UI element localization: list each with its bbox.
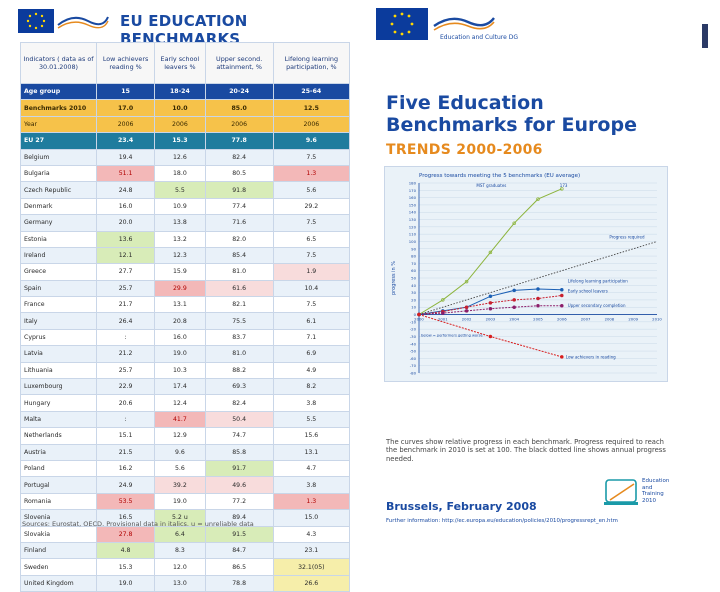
row-label: Luxembourg [21,379,97,395]
row-label: Cyprus [21,329,97,345]
row-label: Portugal [21,477,97,493]
data-point [489,335,492,338]
x-tick-label: 2008 [604,316,615,322]
slide-edge-bar [702,24,708,48]
y-tick-label: 60 [411,268,416,274]
table-cell: 17.0 [97,100,155,116]
table-row [21,575,350,591]
data-point [489,295,492,298]
table-cell: 10.0 [155,100,205,116]
table-row [21,297,350,313]
y-tick-label: 170 [408,187,416,193]
table-cell: 18.0 [155,165,205,181]
data-point [489,301,492,304]
table-cell: 21.5 [97,444,155,460]
row-label: Netherlands [21,428,97,444]
table-cell: 22.9 [97,379,155,395]
table-cell: 15.6 [273,428,349,444]
table-cell: 6.4 [155,526,205,542]
y-tick-label: 90 [411,246,416,252]
table-row [21,116,350,132]
row-label: Italy [21,313,97,329]
table-cell: 5.6 [155,460,205,476]
table-cell: 6.9 [273,346,349,362]
table-cell: 18-24 [155,84,205,100]
table-cell: 13.8 [155,215,205,231]
table-cell: : [97,411,155,427]
table-cell: 12.1 [97,247,155,263]
x-tick-label: 2009 [628,316,639,322]
table-row [21,165,350,181]
y-tick-label: 0 [413,312,416,318]
table-cell: 77.4 [205,198,273,214]
table-cell: 15.9 [155,264,205,280]
annotation-value: 173 [559,182,568,188]
table-cell: 5.5 [273,411,349,427]
table-cell: 4.7 [273,460,349,476]
left-header [12,6,348,48]
education-training-label: Education and Training 2010 [642,478,670,504]
table-row [21,231,350,247]
table-cell: 20-24 [205,84,273,100]
table-cell: 51.1 [97,165,155,181]
table-row [21,428,350,444]
table-row [21,133,350,149]
y-axis-label: progress in % [391,260,397,296]
table-cell: 15.1 [97,428,155,444]
table-row [21,198,350,214]
data-point [418,313,421,316]
right-logos [376,8,672,42]
table-cell: 9.6 [155,444,205,460]
table-cell: 7.5 [273,215,349,231]
table-row [21,149,350,165]
x-tick-label: 2003 [485,316,496,322]
eu-flag-logo [18,9,110,40]
table-cell: 29.2 [273,198,349,214]
y-tick-label: 50 [411,275,416,281]
table-cell: 26.4 [97,313,155,329]
table-cell: 53.5 [97,493,155,509]
table-cell: 23.1 [273,542,349,558]
row-label: Latvia [21,346,97,362]
table-cell: 1.9 [273,264,349,280]
table-cell: 41.7 [155,411,205,427]
y-tick-label: -70 [409,363,416,369]
data-point [537,288,540,291]
table-cell: 85.8 [205,444,273,460]
table-cell: 13.6 [97,231,155,247]
table-cell: 13.1 [155,297,205,313]
row-label: Denmark [21,198,97,214]
table-cell: 16.2 [97,460,155,476]
table-cell: 29.9 [155,280,205,296]
table-cell: 50.4 [205,411,273,427]
column-header: Upper second. attainment, % [205,43,273,84]
benchmarks-table-slide [12,6,348,587]
y-tick-label: 160 [408,195,416,201]
table-row [21,100,350,116]
table-cell: 2006 [205,116,273,132]
row-label: Lithuania [21,362,97,378]
table-cell: 2006 [97,116,155,132]
row-label: Poland [21,460,97,476]
table-cell: 82.1 [205,297,273,313]
table-row [21,460,350,476]
table-cell: 24.8 [97,182,155,198]
data-point [560,356,563,359]
row-label: Benchmarks 2010 [21,100,97,116]
table-cell: 71.6 [205,215,273,231]
series-label: Low achievers in reading [565,354,616,360]
table-row [21,411,350,427]
table-row [21,346,350,362]
table-row [21,444,350,460]
x-tick-label: 2002 [461,316,472,322]
column-header: Indicators ( data as of 30.01.2008) [21,43,97,84]
table-cell: 15 [97,84,155,100]
row-label: United Kingdom [21,575,97,591]
y-tick-label: 70 [411,260,416,266]
table-cell: 25-64 [273,84,349,100]
y-tick-label: -60 [409,355,416,361]
row-label: EU 27 [21,133,97,149]
table-cell: 74.7 [205,428,273,444]
y-tick-label: 40 [411,282,416,288]
table-row [21,182,350,198]
table-cell: 19.0 [155,346,205,362]
table-row [21,215,350,231]
trends-brochure-slide [372,6,672,530]
y-tick-label: 140 [408,209,416,215]
table-cell: 9.6 [273,133,349,149]
data-point [489,307,492,310]
benchmarks-table [20,42,350,592]
table-cell: 3.8 [273,477,349,493]
table-row [21,477,350,493]
table-cell: 91.8 [205,182,273,198]
row-label: Slovenia [21,510,97,526]
table-row [21,84,350,100]
y-tick-label: -10 [409,319,416,325]
table-row [21,559,350,575]
data-point [513,299,516,302]
row-label: Age group [21,84,97,100]
table-row [21,493,350,509]
table-cell: 19.4 [97,149,155,165]
data-point [560,304,563,307]
brochure-title [386,92,637,136]
table-cell: 16.5 [97,510,155,526]
x-tick-label: 2010 [652,316,662,322]
table-cell: 80.5 [205,165,273,181]
table-cell: 2006 [155,116,205,132]
table-cell: 7.5 [273,297,349,313]
y-tick-label: 30 [411,290,416,296]
row-label: Romania [21,493,97,509]
table-cell: : [97,329,155,345]
brussels-date: Brussels, February 2008 [386,500,537,513]
table-cell: 1.3 [273,493,349,509]
table-cell: 7.5 [273,247,349,263]
table-row [21,362,350,378]
series-label: Early school leavers [567,288,608,294]
x-tick-label: 2000 [414,316,424,322]
y-tick-label: -80 [409,370,416,376]
table-cell: 20.0 [97,215,155,231]
row-label: France [21,297,97,313]
title-line-2: Benchmarks for Europe [386,114,637,136]
further-info: Further information: http://ec.europa.eu/education/policies/2010/progressrept_en.htm [386,518,618,524]
table-cell: 3.8 [273,395,349,411]
y-tick-label: -50 [409,348,416,354]
data-point [441,312,444,315]
table-cell: 10.3 [155,362,205,378]
row-label: Sweden [21,559,97,575]
table-cell: 5.5 [155,182,205,198]
table-cell: 8.3 [155,542,205,558]
source-note: Sources: Eurostat, OECD. Provisional data in italics. u = unreliable data [22,520,254,528]
table-cell: 91.5 [205,526,273,542]
table-cell: 82.4 [205,149,273,165]
table-cell: 86.5 [205,559,273,575]
table-cell: 82.0 [205,231,273,247]
table-cell: 12.0 [155,559,205,575]
table-cell: 16.0 [155,329,205,345]
data-point [513,289,516,292]
table-cell: 4.3 [273,526,349,542]
table-cell: 6.1 [273,313,349,329]
row-label: Malta [21,411,97,427]
table-row [21,329,350,345]
table-cell: 77.8 [205,133,273,149]
table-row [21,542,350,558]
y-tick-label: 130 [408,217,416,223]
table-cell: 81.0 [205,346,273,362]
table-cell: 16.0 [97,198,155,214]
table-cell: 26.6 [273,575,349,591]
table-row [21,264,350,280]
table-cell: 15.0 [273,510,349,526]
left-title: EU EDUCATION BENCHMARKS [120,12,248,48]
y-tick-label: 120 [408,224,416,230]
table-cell: 61.6 [205,280,273,296]
y-tick-label: 180 [408,180,416,186]
y-tick-label: 150 [408,202,416,208]
series-label: MST graduates [476,182,507,188]
title-line-1: Five Education [386,92,544,114]
y-tick-label: 20 [411,297,416,303]
x-tick-label: 2001 [437,316,448,322]
table-cell: 81.0 [205,264,273,280]
table-cell: 17.4 [155,379,205,395]
table-cell: 15.3 [155,133,205,149]
row-label: Spain [21,280,97,296]
row-label: Slovakia [21,526,97,542]
row-label: Ireland [21,247,97,263]
y-tick-label: -40 [409,341,416,347]
table-cell: 12.6 [155,149,205,165]
table-cell: 75.5 [205,313,273,329]
table-cell: 83.7 [205,329,273,345]
table-cell: 8.2 [273,379,349,395]
y-tick-label: -30 [409,333,416,339]
y-tick-label: -20 [409,326,416,332]
table-cell: 7.5 [273,149,349,165]
table-cell: 12.3 [155,247,205,263]
y-tick-label: 100 [408,238,416,244]
table-row [21,280,350,296]
table-cell: 49.6 [205,477,273,493]
row-label: Year [21,116,97,132]
data-point [560,288,563,291]
data-point [560,294,563,297]
chart-caption: The curves show relative progress in each benchmark. Progress required to reach the benchmark in 2010 is set at 100. The black dotted line shows annual progress needed. [386,438,666,463]
brochure-subtitle: TRENDS 2000-2006 [386,142,543,158]
table-cell: 15.3 [97,559,155,575]
table-cell: 32.1(05) [273,559,349,575]
table-cell: 91.7 [205,460,273,476]
table-cell: 2006 [273,116,349,132]
column-header: Lifelong learning participation, % [273,43,349,84]
data-point [537,304,540,307]
table-cell: 82.4 [205,395,273,411]
y-tick-label: 110 [408,231,416,237]
table-cell: 27.8 [97,526,155,542]
table-cell: 19.0 [155,493,205,509]
data-point [537,297,540,300]
table-cell: 24.9 [97,477,155,493]
table-cell: 13.1 [273,444,349,460]
row-label: Bulgaria [21,165,97,181]
table-cell: 69.3 [205,379,273,395]
table-cell: 10.9 [155,198,205,214]
table-cell: 20.6 [97,395,155,411]
trends-chart [384,166,668,382]
row-label: Estonia [21,231,97,247]
row-label: Belgium [21,149,97,165]
table-cell: 23.4 [97,133,155,149]
x-tick-label: 2006 [556,316,567,322]
table-cell: 6.5 [273,231,349,247]
table-cell: 4.9 [273,362,349,378]
row-label: Hungary [21,395,97,411]
data-point [513,306,516,309]
x-tick-label: 2007 [580,316,591,322]
row-label: Greece [21,264,97,280]
table-cell: 85.0 [205,100,273,116]
table-cell: 27.7 [97,264,155,280]
dg-label: Education and Culture DG [440,34,518,41]
y-tick-label: 80 [411,253,416,259]
table-cell: 12.9 [155,428,205,444]
table-row [21,379,350,395]
annotation-note: below = performers getting worse [421,333,483,338]
table-cell: 25.7 [97,362,155,378]
table-cell: 89.4 [205,510,273,526]
table-cell: 1.3 [273,165,349,181]
table-cell: 20.8 [155,313,205,329]
table-cell: 7.1 [273,329,349,345]
x-tick-label: 2004 [509,316,520,322]
column-header: Low achievers reading % [97,43,155,84]
table-cell: 12.5 [273,100,349,116]
table-header-row [21,43,350,84]
data-point [465,306,468,309]
row-label: Austria [21,444,97,460]
row-label: Czech Republic [21,182,97,198]
series-label: Progress required [609,234,645,240]
series-label: Lifelong learning participation [567,278,628,284]
table-row [21,313,350,329]
data-point [465,309,468,312]
series-label: Upper secondary completion [567,302,626,308]
row-label: Finland [21,542,97,558]
table-cell: 77.2 [205,493,273,509]
table-cell: 4.8 [97,542,155,558]
row-label: Germany [21,215,97,231]
table-cell: 5.6 [273,182,349,198]
table-cell: 78.8 [205,575,273,591]
table-cell: 13.0 [155,575,205,591]
table-cell: 25.7 [97,280,155,296]
table-row [21,247,350,263]
table-cell: 88.2 [205,362,273,378]
table-cell: 39.2 [155,477,205,493]
x-tick-label: 2005 [533,316,543,322]
chart-title: Progress towards meeting the 5 benchmarks (EU average) [419,173,581,179]
table-cell: 19.0 [97,575,155,591]
y-tick-label: 10 [411,304,416,310]
table-cell: 84.7 [205,542,273,558]
table-cell: 85.4 [205,247,273,263]
table-cell: 10.4 [273,280,349,296]
table-cell: 13.2 [155,231,205,247]
table-cell: 21.2 [97,346,155,362]
column-header: Early school leavers % [155,43,205,84]
table-cell: 12.4 [155,395,205,411]
table-cell: 21.7 [97,297,155,313]
table-row [21,395,350,411]
table-cell: 5.2 u [155,510,205,526]
